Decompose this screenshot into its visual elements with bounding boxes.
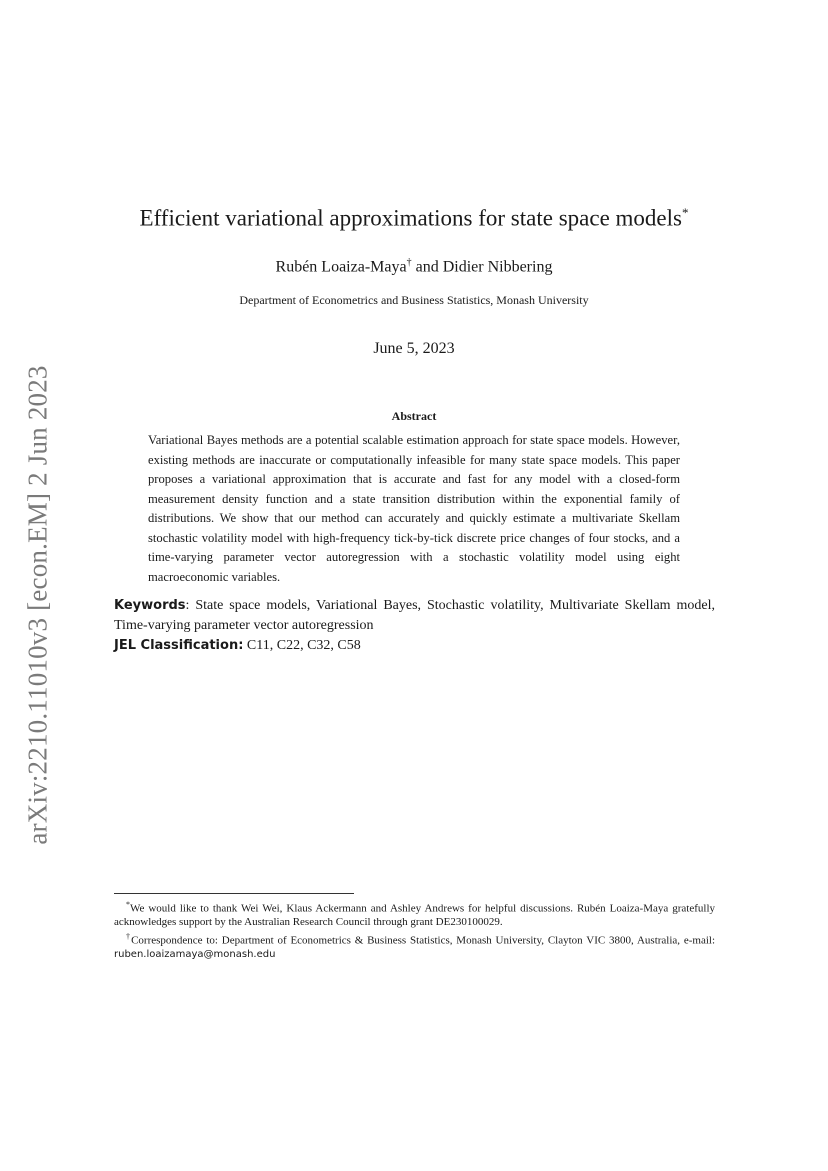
author-1-footnote-mark: † [406, 257, 412, 268]
footnote-1-mark: * [126, 900, 130, 909]
arxiv-stamp: arXiv:2210.11010v3 [econ.EM] 2 Jun 2023 [22, 365, 53, 845]
footnote-2 [114, 930, 715, 962]
jel-codes: C11, C22, C32, C58 [243, 638, 361, 653]
keywords [114, 596, 715, 636]
title-footnote-mark: * [681, 205, 689, 220]
jel-label: JEL Classification: [114, 638, 244, 653]
footnote-1 [114, 898, 715, 930]
keywords-label: Keywords [114, 598, 186, 613]
abstract-body: Variational Bayes methods are a potential scalable estimation approach for state space models. However, existing methods are inaccurate or computationally infeasible for many state space models. This paper proposes a variational approximation that is accurate and fast for any model with a closed-form measurement density function and a state transition distribution within the exponential family of distributions. We show that our method can accurately and quickly estimate a multivariate Skellam stochastic volatility model with high-frequency tick-by-tick discrete price changes of four stocks, and a time-varying parameter vector autoregression with a stochastic volatility model using eight macroeconomic variables. [148, 433, 680, 584]
author-conjunction: and [411, 258, 443, 276]
authors [0, 257, 828, 276]
jel-classification [114, 638, 715, 654]
paper-title [0, 205, 828, 232]
keywords-text: : State space models, Variational Bayes, Stochastic volatility, Multivariate Skellam model, Time-varying parameter vector autoregression [114, 598, 715, 633]
footnote-1-text: We would like to thank Wei Wei, Klaus Ackermann and Ashley Andrews for helpful discussions. Rubén Loaiza-Maya gratefully acknowledges support by the Australian Research Council through grant DE230100029. [114, 902, 715, 929]
email-link[interactable]: ruben.loaizamaya@monash.edu [114, 948, 276, 960]
footnote-2-text: Correspondence to: Department of Econometrics & Business Statistics, Monash University, Clayton VIC 3800, Australia, e-mail: [131, 934, 715, 947]
footnote-2-mark: † [126, 931, 132, 941]
paper-title-text: Efficient variational approximations for state space models [139, 205, 682, 231]
footnotes [114, 898, 715, 961]
date: June 5, 2023 [373, 340, 455, 357]
author-1: Rubén Loaiza-Maya [275, 258, 407, 276]
author-2: Didier Nibbering [442, 258, 553, 276]
abstract-heading: Abstract [391, 409, 437, 423]
footnote-rule [114, 893, 354, 894]
affiliation: Department of Econometrics and Business Statistics, Monash University [239, 293, 589, 307]
